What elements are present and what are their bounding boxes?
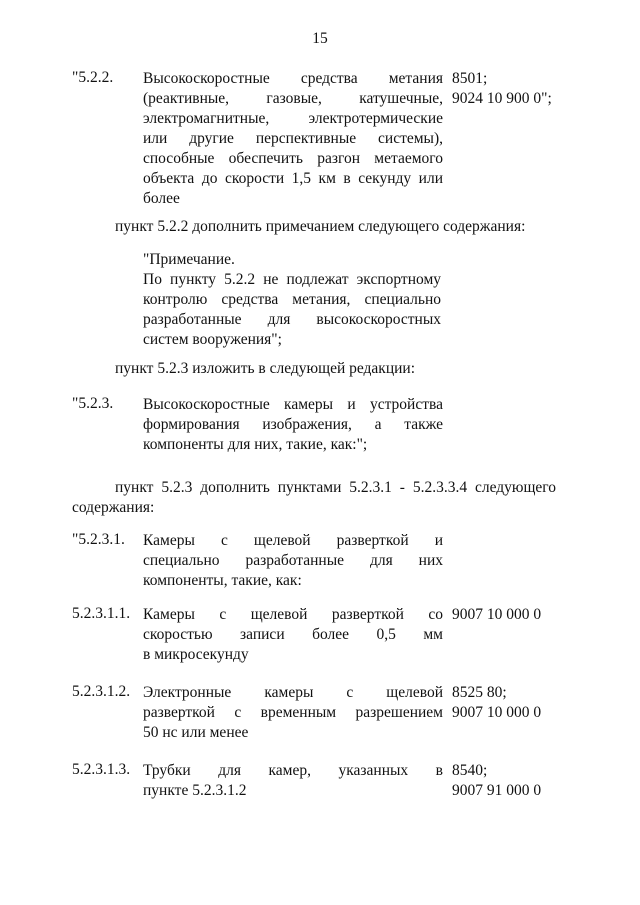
text-line: пункте 5.2.3.1.2 (143, 782, 247, 799)
text-line: Камеры с щелевой разверткой со (143, 606, 443, 623)
tn-code: 9024 10 900 0"; (452, 90, 552, 107)
text-line: Высокоскоростные средства метания (143, 70, 443, 87)
text-line: разверткой с временным разрешением (143, 704, 443, 721)
text-line: Трубки для камер, указанных в (143, 762, 443, 779)
text-line: более (143, 190, 180, 207)
entry-5-2-3-1-3-codes (452, 761, 541, 801)
note-block (143, 250, 441, 350)
text-line: разработанные для высокоскоростных (143, 311, 441, 328)
text-line: систем вооружения"; (143, 331, 282, 348)
entry-5-2-3-1-number: "5.2.3.1. (72, 531, 125, 548)
tn-code: 8501; (452, 70, 488, 87)
entry-5-2-3-number: "5.2.3. (72, 395, 114, 412)
text-line: 50 нс или менее (143, 724, 249, 741)
entry-5-2-3-text (143, 395, 443, 455)
text-line: компоненты для них, такие, как:"; (143, 436, 368, 453)
tn-code: 8540; (452, 762, 488, 779)
entry-5-2-3-1-2-codes (452, 683, 541, 723)
text-line: пункт 5.2.3 дополнить пунктами 5.2.3.1 - 5.2.3.3.4 следующего (115, 479, 556, 496)
entry-5-2-3-1-2-text (143, 683, 443, 743)
text-line: формирования изображения, а также (143, 416, 443, 433)
text-line: Высокоскоростные камеры и устройства (143, 396, 443, 413)
text-line: объекта до скорости 1,5 км в секунду или (143, 170, 443, 187)
text-line: в микросекунду (143, 646, 249, 663)
intro-note: пункт 5.2.2 дополнить примечанием следующего содержания: (115, 218, 526, 235)
entry-5-2-2-text (143, 69, 443, 209)
entry-5-2-3-1-1-number: 5.2.3.1.1. (72, 605, 131, 622)
text-line: способные обеспечить разгон метаемого (143, 150, 443, 167)
entry-5-2-3-1-1-codes (452, 605, 541, 625)
tn-code: 8525 80; (452, 684, 507, 701)
tn-code: 9007 91 000 0 (452, 782, 542, 799)
text-line: контролю средства метания, специально (143, 291, 441, 308)
text-line: скоростью записи более 0,5 мм (143, 626, 443, 643)
entry-5-2-2-number: "5.2.2. (72, 69, 114, 86)
text-line: содержания: (72, 499, 155, 516)
text-line: специально разработанные для них (143, 552, 443, 569)
text-line: или другие перспективные системы), (143, 130, 443, 147)
text-line: (реактивные, газовые, катушечные, (143, 90, 443, 107)
intro-5-2-3: пункт 5.2.3 изложить в следующей редакции: (115, 360, 416, 377)
note-title: "Примечание. (143, 251, 235, 268)
entry-5-2-3-1-3-text (143, 761, 443, 801)
text-line: Электронные камеры с щелевой (143, 684, 443, 701)
text-line: Камеры с щелевой разверткой и (143, 532, 443, 549)
entry-5-2-3-1-2-number: 5.2.3.1.2. (72, 683, 131, 700)
tn-code: 9007 10 000 0 (452, 704, 542, 721)
text-line: компоненты, такие, как: (143, 572, 302, 589)
entry-5-2-3-1-3-number: 5.2.3.1.3. (72, 761, 131, 778)
intro-5-2-3-1 (72, 478, 556, 518)
tn-code: 9007 10 000 0 (452, 606, 542, 623)
entry-5-2-3-1-1-text (143, 605, 443, 665)
entry-5-2-2-codes (452, 69, 552, 109)
text-line: электромагнитные, электротермические (143, 110, 443, 127)
page-number: 15 (312, 30, 328, 47)
entry-5-2-3-1-text (143, 531, 443, 591)
text-line: По пункту 5.2.2 не подлежат экспортному (143, 271, 441, 288)
